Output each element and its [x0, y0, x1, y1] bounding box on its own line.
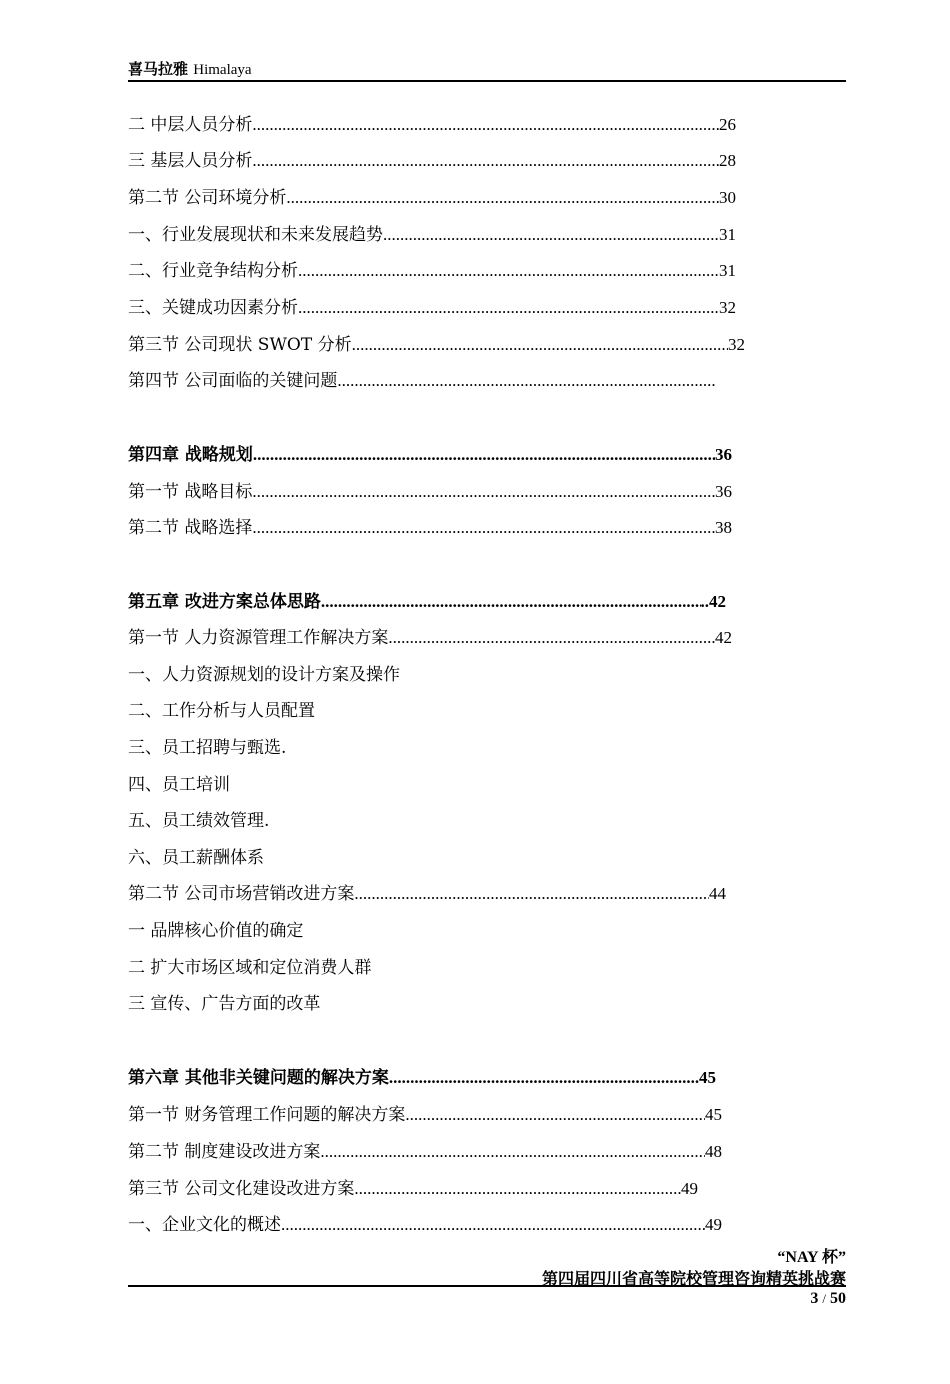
toc-leader-dots: [253, 443, 715, 467]
toc-entry-page: 31: [719, 261, 736, 280]
toc-entry-title: 一 品牌核心价值的确定: [128, 921, 304, 941]
toc-entry[interactable]: [128, 1177, 698, 1201]
toc-entry-title: 二 中层人员分析: [128, 115, 253, 135]
toc-entry[interactable]: [128, 846, 264, 870]
toc-entry-page: 42: [715, 628, 732, 647]
toc-entry-title: 一、人力资源规划的设计方案及操作: [128, 665, 400, 685]
toc-entry-title: 第六章 其他非关键问题的解决方案: [128, 1068, 389, 1088]
toc-entry-title: 六、员工薪酬体系: [128, 848, 264, 868]
toc-entry[interactable]: [128, 296, 736, 320]
toc-entry-title: 二 扩大市场区域和定位消费人群: [128, 958, 372, 978]
toc-entry-page: 49: [681, 1179, 698, 1198]
page-number: [810, 1290, 846, 1308]
toc-entry[interactable]: [128, 1140, 722, 1164]
toc-leader-dots: [298, 259, 719, 283]
page-separator: /: [822, 1291, 826, 1306]
toc-entry[interactable]: [128, 1066, 716, 1090]
toc-entry[interactable]: [128, 590, 726, 614]
toc-entry-page: 45: [699, 1068, 716, 1087]
toc-entry-page: 48: [705, 1142, 722, 1161]
toc-entry[interactable]: [128, 223, 736, 247]
toc-entry[interactable]: [128, 809, 269, 833]
toc-entry-page: 36: [715, 445, 732, 464]
toc-entry[interactable]: [128, 333, 745, 357]
toc-leader-dots: [320, 1140, 705, 1164]
toc-entry[interactable]: [128, 259, 736, 283]
toc-entry-title: 三 基层人员分析: [128, 151, 253, 171]
toc-entry-page: 26: [719, 115, 736, 134]
toc-leader-dots: [298, 296, 719, 320]
toc-entry-title: 第二节 公司环境分析: [128, 188, 287, 208]
toc-leader-dots: [252, 113, 719, 137]
toc-leader-dots: [383, 223, 719, 247]
toc-entry[interactable]: [128, 480, 732, 504]
toc-entry-title: 第三节 公司现状 SWOT 分析: [128, 335, 352, 355]
toc-entry-page: 31: [719, 225, 736, 244]
toc-entry-title: 三、关键成功因素分析: [128, 298, 298, 318]
toc-entry[interactable]: [128, 1103, 722, 1127]
toc-entry[interactable]: [128, 1213, 722, 1237]
toc-entry-page: 38: [715, 518, 732, 537]
toc-entry-page: 32: [728, 335, 745, 354]
toc-entry-title: 第四章 战略规划: [128, 445, 253, 465]
toc-leader-dots: [321, 590, 701, 614]
toc-leader-dots: [389, 1066, 699, 1090]
toc-leader-dots: [252, 149, 719, 173]
toc-entry-title: 第二节 制度建设改进方案: [128, 1142, 321, 1162]
header-title-cn: 喜马拉雅: [128, 60, 189, 78]
toc-entry[interactable]: [128, 992, 320, 1016]
toc-leader-dots: [281, 1213, 705, 1237]
toc-entry[interactable]: [128, 516, 732, 540]
toc-leader-dots: [252, 480, 715, 504]
toc-entry-title: 第二节 公司市场营销改进方案: [128, 884, 355, 904]
footer-competition-name: 第四届四川省高等院校管理咨询精英挑战赛: [541, 1271, 846, 1288]
toc-leader-dots: [405, 1103, 705, 1127]
toc-entry[interactable]: [128, 956, 371, 980]
toc-entry-page: 32: [719, 298, 736, 317]
toc-entry-title: 第一节 财务管理工作问题的解决方案: [128, 1105, 406, 1125]
toc-entry[interactable]: [128, 113, 736, 137]
toc-entry-title: 一、行业发展现状和未来发展趋势: [128, 225, 383, 245]
toc-entry-page: 45: [705, 1105, 722, 1124]
toc-entry-title: 二、工作分析与人员配置: [128, 701, 315, 721]
toc-entry-title: 五、员工绩效管理.: [128, 811, 270, 831]
toc-entry[interactable]: [128, 186, 736, 210]
page-total: 50: [830, 1290, 846, 1307]
toc-entry[interactable]: [128, 369, 716, 393]
page-current: 3: [810, 1290, 819, 1307]
toc-entry-page: 44: [709, 884, 726, 903]
toc-entry-title: 一、企业文化的概述: [128, 1215, 281, 1235]
header-title-en: Himalaya: [193, 62, 252, 78]
toc-entry-title: 三、员工招聘与甄选.: [128, 738, 287, 758]
toc-entry-title: 四、员工培训: [128, 775, 230, 795]
toc-entry[interactable]: [128, 699, 315, 723]
toc-entry[interactable]: [128, 443, 732, 467]
footer-cup-name: “NAY 杯”: [777, 1249, 846, 1266]
toc-leader-dots: [352, 333, 728, 357]
toc-leader-dots: [354, 882, 709, 906]
toc-leader-dots: [388, 626, 715, 650]
toc-entry[interactable]: [128, 773, 230, 797]
toc-entry-title: 二、行业竞争结构分析: [128, 261, 298, 281]
toc-entry[interactable]: [128, 919, 303, 943]
toc-entry[interactable]: [128, 149, 736, 173]
footer-divider: [128, 1285, 846, 1287]
toc-entry-title: 第一节 战略目标: [128, 482, 253, 502]
toc-leader-dots: [354, 1177, 681, 1201]
toc-entry-title: 第二节 战略选择: [128, 518, 253, 538]
toc-entry-page: 28: [719, 151, 736, 170]
toc-entry-page: ..42: [700, 592, 726, 611]
toc-entry[interactable]: [128, 626, 732, 650]
toc-entry-page: 49: [705, 1215, 722, 1234]
page-header: [128, 58, 846, 82]
toc-leader-dots: [252, 516, 715, 540]
toc-entry[interactable]: [128, 882, 726, 906]
toc-entry[interactable]: [128, 663, 400, 687]
toc-entry-page: 36: [715, 482, 732, 501]
toc-leader-dots: [286, 186, 719, 210]
toc-entry-title: 第三节 公司文化建设改进方案: [128, 1179, 355, 1199]
toc-entry-title: 第五章 改进方案总体思路: [128, 592, 321, 612]
toc-entry-page: 30: [719, 188, 736, 207]
toc-entry-title: 第四节 公司面临的关键问题: [128, 371, 338, 391]
toc-leader-dots: [337, 369, 716, 393]
toc-entry[interactable]: [128, 736, 286, 760]
toc-entry-title: 三 宣传、广告方面的改革: [128, 994, 321, 1014]
toc-entry-title: 第一节 人力资源管理工作解决方案: [128, 628, 389, 648]
